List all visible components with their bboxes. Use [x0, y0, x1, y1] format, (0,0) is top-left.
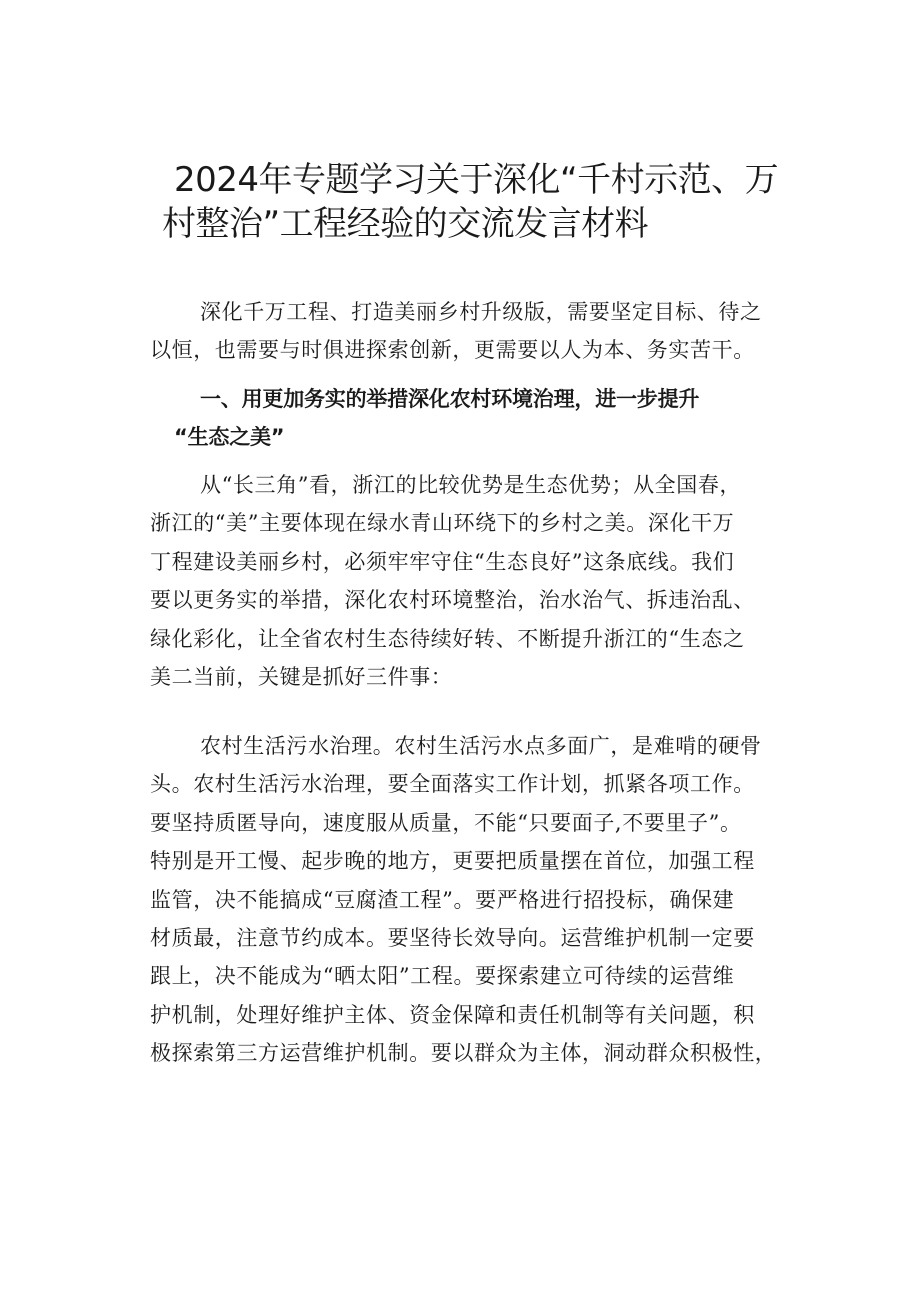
- section-heading: [150, 380, 800, 456]
- paragraph-line: 头。农村生活污水治理，要全面落实工作计划，抓紧各项工作。: [150, 772, 755, 797]
- paragraph-line: 材质最，注意节约成本。要坚待长效导向。运营维护机制一定要: [150, 925, 755, 950]
- body-paragraph-2: [150, 727, 800, 1073]
- title-line: 2024年专题学习关于深化“千村示范、万: [174, 160, 779, 200]
- paragraph-line: 以恒，也需要与时俱进探索创新，更需要以人为本、务实苦干。: [150, 338, 755, 363]
- heading-line: 一、用更加务实的举措深化农村环境治理，进一步提升: [200, 387, 700, 411]
- heading-line: “生态之美”: [174, 425, 285, 449]
- paragraph-line: 特别是开工慢、起步晚的地方，更要把质量摆在首位，加强工程: [150, 849, 755, 874]
- paragraph-line: 从“长三角”看，浙江的比较优势是生态优势；从全国春，: [200, 473, 742, 497]
- paragraph-line: 美二当前，关键是抓好三件事：: [150, 664, 453, 689]
- body-paragraph-1: [150, 466, 800, 696]
- paragraph-line: 护机制，处理好维护主体、资金保障和责任机制等有关问题，积: [150, 1002, 755, 1027]
- paragraph-line: 极探索第三方运营维护机制。要以群众为主体，洞动群众积极性，: [150, 1041, 777, 1066]
- paragraph-line: 要以更务实的举措，深化农村环境整治，治水治气、拆违治乱、: [150, 588, 755, 613]
- paragraph-line: 丁程建设美丽乡村，必须牢牢守住“生态良好”这条底线。我们: [150, 549, 735, 574]
- paragraph-line: 跟上，决不能成为“晒太阳”工程。要探索建立可待续的运营维: [150, 964, 735, 989]
- paragraph-line: 监管，决不能搞成“豆腐渣工程”。要严格进行招投标，确保建: [150, 887, 735, 912]
- paragraph-line: 绿化彩化，让全省农村生态待续好转、不断提升浙江的“生态之: [150, 626, 745, 651]
- paragraph-line: 农村生活污水治理。农村生活污水点多面广，是难啃的硬骨: [200, 734, 762, 758]
- paragraph-line: 深化千万工程、打造美丽乡村升级版，需要坚定目标、待之: [200, 300, 762, 324]
- document-title: [150, 158, 800, 246]
- paragraph-line: 要坚持质匿导向，速度服从质量，不能“只要面子,不要里子”。: [150, 810, 742, 835]
- title-line: 村整治”工程经验的交流发言材料: [162, 204, 649, 244]
- intro-paragraph: [150, 293, 800, 370]
- paragraph-line: 浙江的“美”主要体现在绿水青山环绕下的乡村之美。深化干万: [150, 511, 735, 536]
